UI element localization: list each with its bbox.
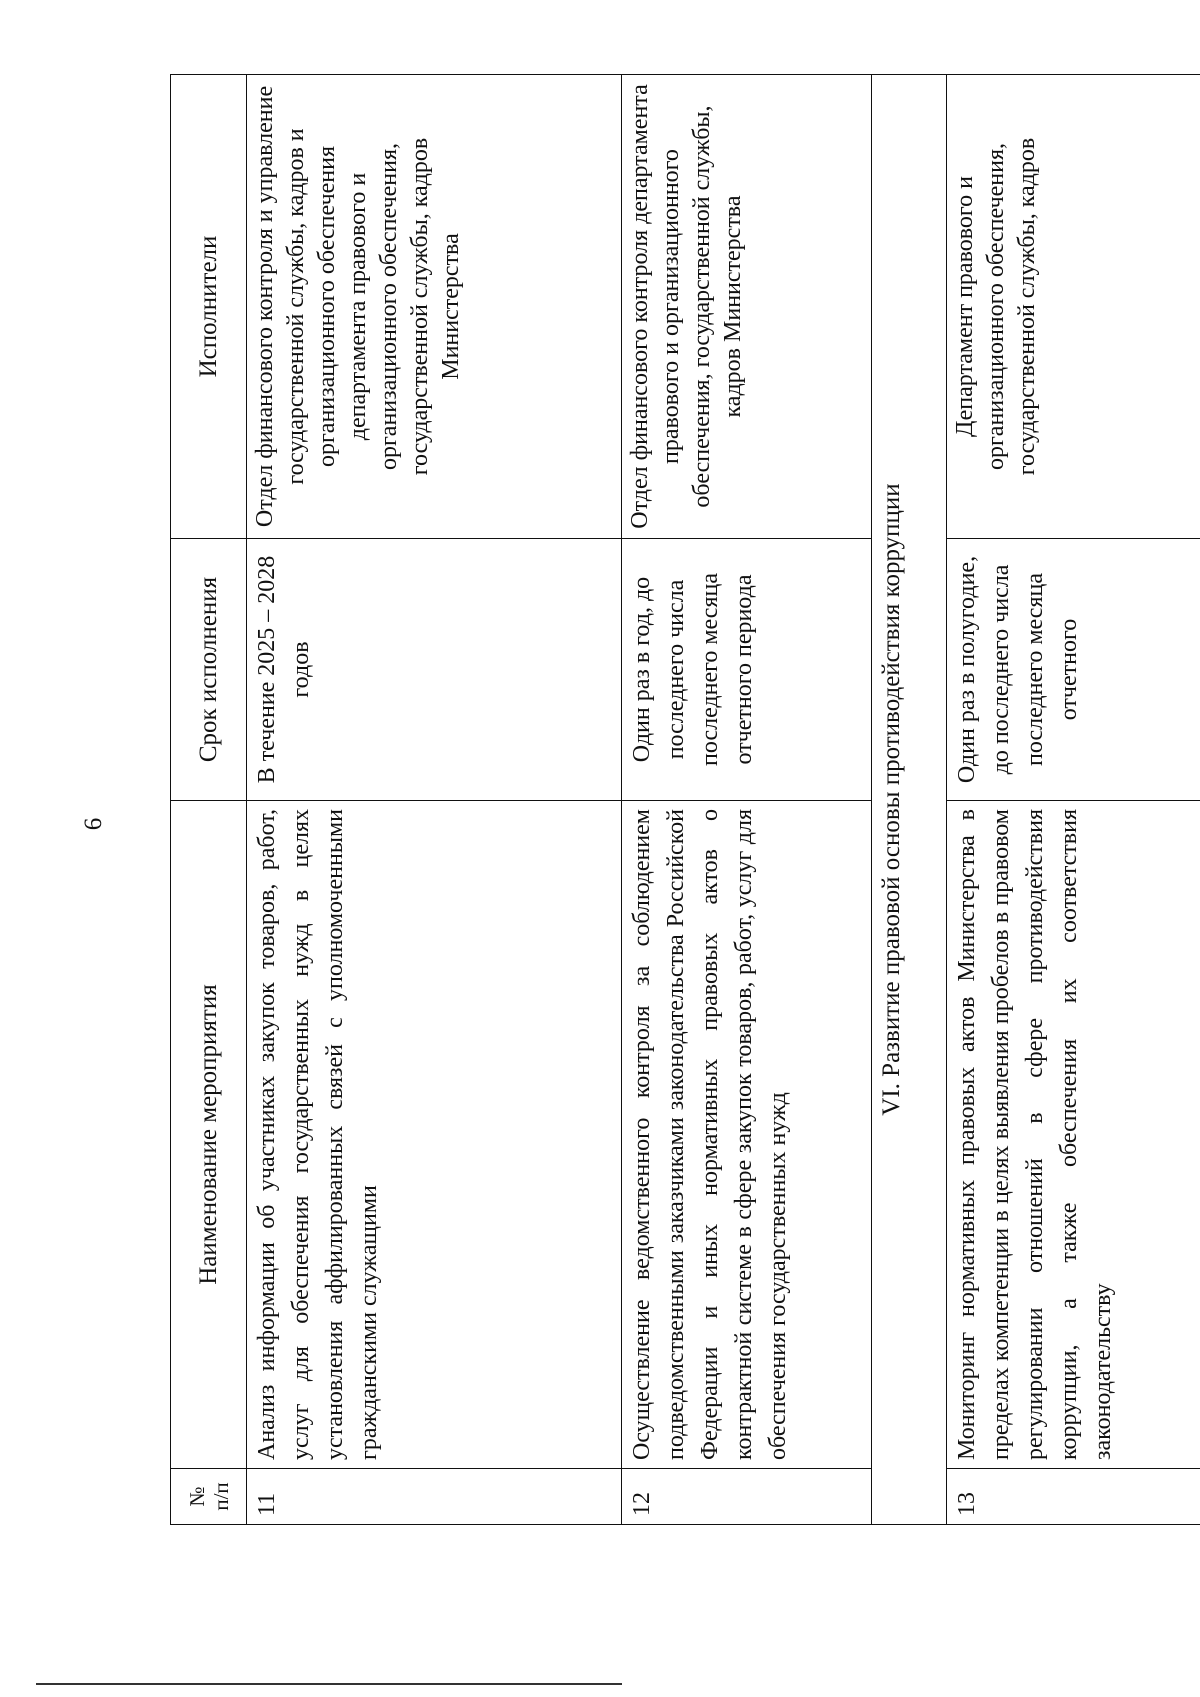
section-row: [872, 75, 947, 1525]
rotated-table-container: [170, 75, 1200, 1525]
row-num: 13: [947, 1469, 1200, 1525]
row-term: Один раз в год, до последнего числа последнего месяца отчетного периода: [622, 539, 872, 801]
row-name: Осуществление ведомственного контроля за соблюдением подведомственными заказчиками законодательства Российской Федерации и иных нормативных правовых актов о контрактной системе в сфере закупок товаров, работ, услуг для обеспечения государственных нужд: [622, 801, 872, 1469]
table-row: [947, 75, 1200, 1525]
row-term: В течение 2025 – 2028 годов: [247, 539, 622, 801]
table-row: [247, 75, 622, 1525]
row-name: Анализ информации об участниках закупок товаров, работ, услуг для обеспечения государственных нужд в целях установления аффилированных связей с уполномоченными гражданскими служащими: [247, 801, 622, 1469]
page-number: 6: [80, 817, 107, 831]
header-term: Срок исполнения: [171, 539, 247, 801]
section-title: VI. Развитие правовой основы противодействия коррупции: [872, 75, 947, 1525]
row-executors: Департамент правового и организационного обеспечения, государственной службы, кадров: [947, 75, 1200, 539]
table-row: [622, 75, 872, 1525]
measures-table: [170, 74, 1200, 1525]
row-executors: Отдел финансового контроля и управление государственной службы, кадров и организационного обеспечения департамента правового и организационного обеспечения, государственной службы, кадров Министерства: [247, 75, 622, 539]
table-header-row: [171, 75, 247, 1525]
row-name: Мониторинг нормативных правовых актов Министерства в пределах компетенции в целях выявления пробелов в правовом регулировании отношений в сфере противодействия коррупции, а также обеспечения их соответствия законодательству: [947, 801, 1200, 1469]
row-num: 12: [622, 1469, 872, 1525]
header-name: Наименование мероприятия: [171, 801, 247, 1469]
header-num: № п/п: [171, 1469, 247, 1525]
row-num: 11: [247, 1469, 622, 1525]
header-executors: Исполнители: [171, 75, 247, 539]
scan-edge-line: [36, 1683, 622, 1685]
row-term: Один раз в полугодие, до последнего числа последнего месяца отчетного: [947, 539, 1200, 801]
row-executors: Отдел финансового контроля департамента правового и организационного обеспечения, государственной службы, кадров Министерства: [622, 75, 872, 539]
